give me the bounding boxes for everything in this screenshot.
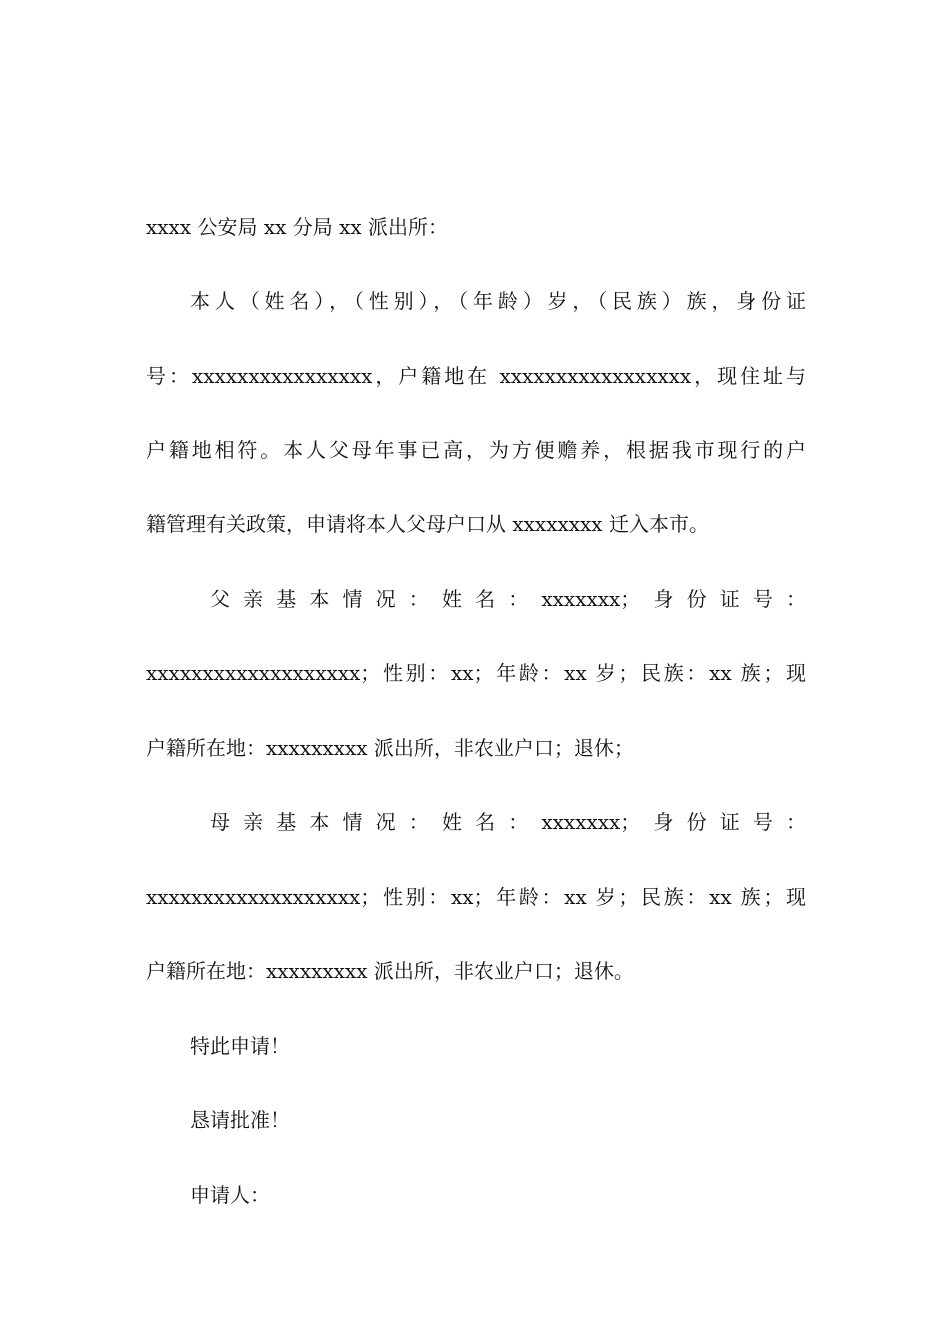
body-line-1: 本人（姓名），（性别），（年龄）岁，（民族）族，身份证 [190,289,806,313]
applicant-signature-label: 申请人： [190,1183,270,1207]
mother-info-line-1: 母亲基本情况：姓名：xxxxxxx；身份证号： [210,810,806,834]
closing-request: 特此申请！ [190,1034,290,1058]
addressee-line: xxxx 公安局 xx 分局 xx 派出所： [146,215,449,239]
body-line-2: 号：xxxxxxxxxxxxxxxx，户籍地在 xxxxxxxxxxxxxxxxx，现住址与 [146,364,806,388]
father-info-line-2: xxxxxxxxxxxxxxxxxxx；性别：xx；年龄：xx 岁；民族：xx 族；现 [146,661,806,685]
closing-approval: 恳请批准！ [190,1108,290,1132]
mother-info-line-2: xxxxxxxxxxxxxxxxxxx；性别：xx；年龄：xx 岁；民族：xx 族；现 [146,885,806,909]
body-line-4: 籍管理有关政策，申请将本人父母户口从 xxxxxxxx 迁入本市。 [146,512,709,536]
father-info-line-1: 父亲基本情况：姓名：xxxxxxx；身份证号： [210,587,806,611]
mother-info-line-3: 户籍所在地：xxxxxxxxx 派出所，非农业户口；退休。 [146,959,634,983]
father-info-line-3: 户籍所在地：xxxxxxxxx 派出所，非农业户口；退休； [146,736,634,760]
body-line-3: 户籍地相符。本人父母年事已高，为方便赡养，根据我市现行的户 [146,438,806,462]
